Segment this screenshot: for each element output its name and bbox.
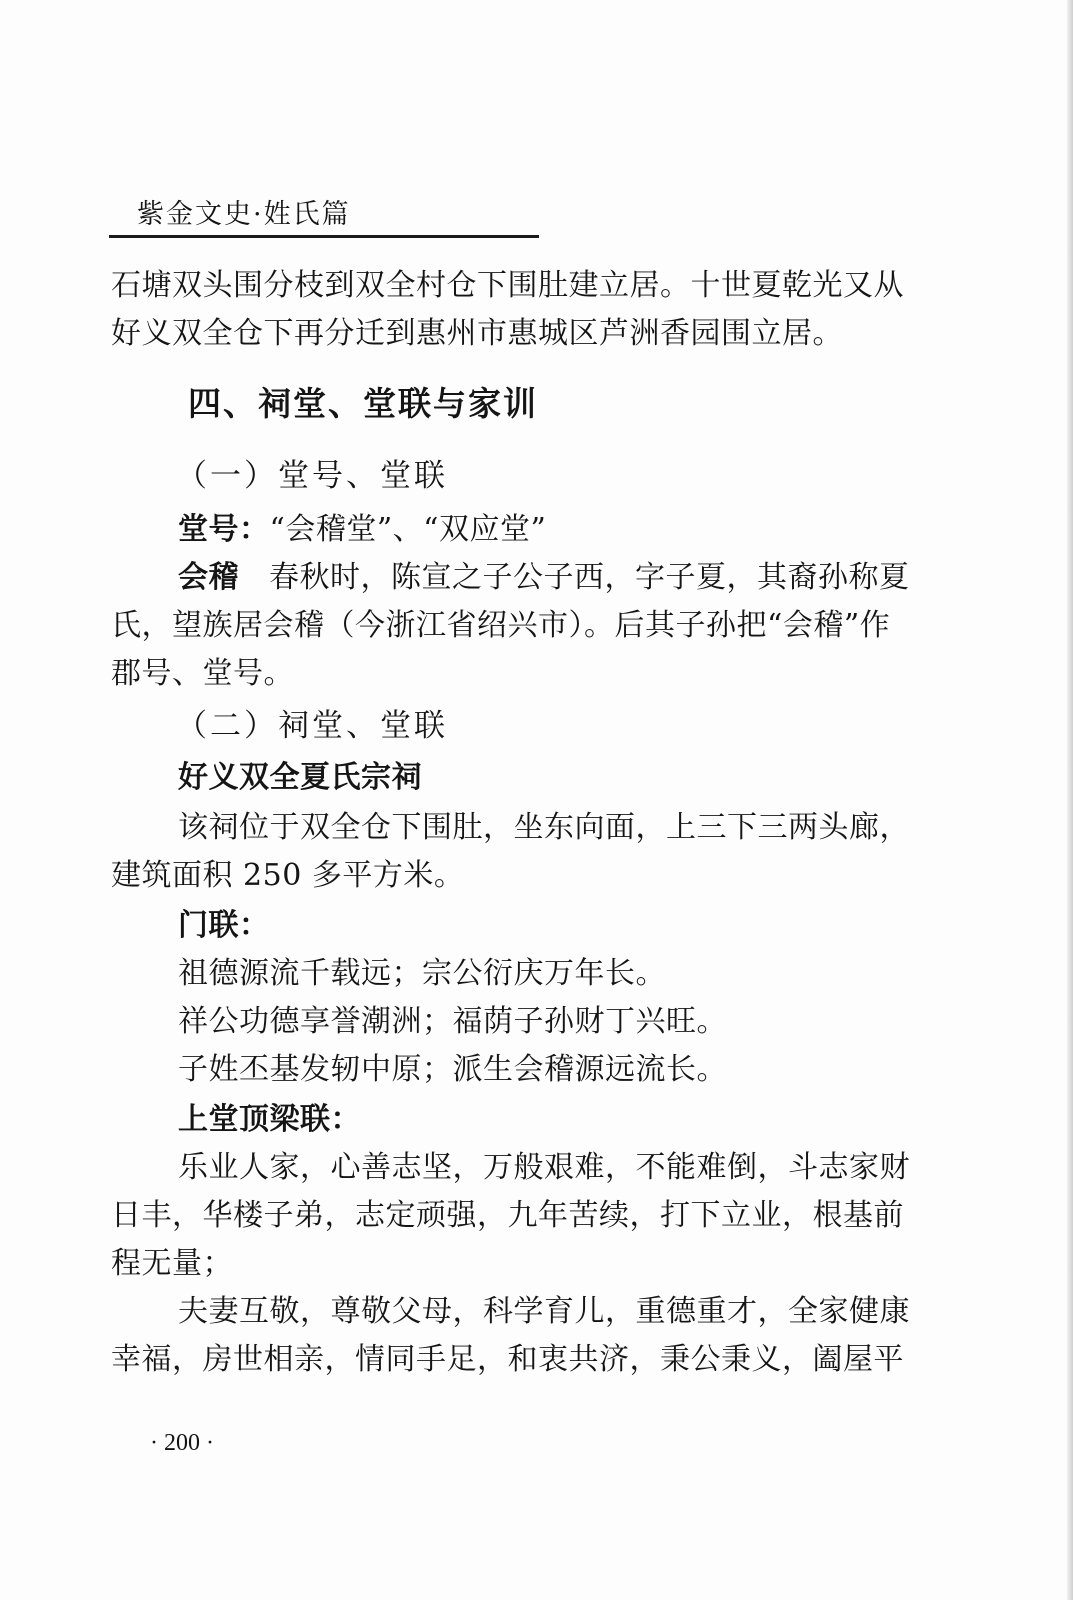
door-couplet: 祖德源流千载远；宗公衍庆万年长。 [178,956,666,991]
paragraph-line: 日丰，华楼子弟，志定顽强，九年苦续，打下立业，根基前 [111,1198,904,1233]
paragraph-line: 幸福，房世相亲，情同手足，和衷共济，秉公秉义，阖屋平 [111,1342,904,1377]
paragraph-line: 氏，望族居会稽（今浙江省绍兴市）。后其子孙把“会稽”作 [111,608,891,643]
subsection-heading: （二）祠堂、堂联 [176,708,448,744]
section-heading: 四、祠堂、堂联与家训 [188,384,538,423]
paragraph-line: 乐业人家，心善志坚，万般艰难，不能难倒，斗志家财 [178,1150,910,1185]
door-couplet: 祥公功德享誉潮洲；福荫子孙财丁兴旺。 [178,1004,727,1039]
ancestral-hall-title: 好义双全夏氏宗祠 [178,760,422,795]
paragraph-line: 好义双全仓下再分迁到惠州市惠城区芦洲香园围立居。 [111,316,843,351]
header-rule [109,235,539,238]
paragraph-line: 建筑面积 250 多平方米。 [111,858,465,893]
kuaiji-text: 春秋时，陈宣之子公子西，字子夏，其裔孙称夏 [269,560,910,595]
paragraph-line: 夫妻互敬，尊敬父母，科学育儿，重德重才，全家健康 [178,1294,910,1329]
running-head: 紫金文史·姓氏篇 [137,199,351,230]
kuaiji-line [178,558,910,598]
tang-hao-value: “会稽堂”、“双应堂” [269,512,547,547]
paragraph-line: 该祠位于双全仓下围肚，坐东向面，上三下三两头廊， [178,810,910,845]
page-edge-shadow [1067,0,1073,1600]
paragraph-line: 郡号、堂号。 [111,656,294,691]
door-couplet: 子姓丕基发轫中原；派生会稽源远流长。 [178,1052,727,1087]
paragraph-line: 石塘双头围分枝到双全村仓下围肚建立居。十世夏乾光又从 [111,268,904,303]
tang-hao-line [178,510,546,550]
paragraph-line: 程无量； [111,1246,233,1281]
tang-hao-label: 堂号： [178,512,270,547]
beam-couplet-label: 上堂顶梁联： [178,1102,361,1137]
page-number: · 200 · [150,1430,214,1456]
door-couplet-label: 门联： [178,908,270,943]
subsection-heading: （一）堂号、堂联 [176,458,448,494]
kuaiji-label: 会稽 [178,560,239,595]
